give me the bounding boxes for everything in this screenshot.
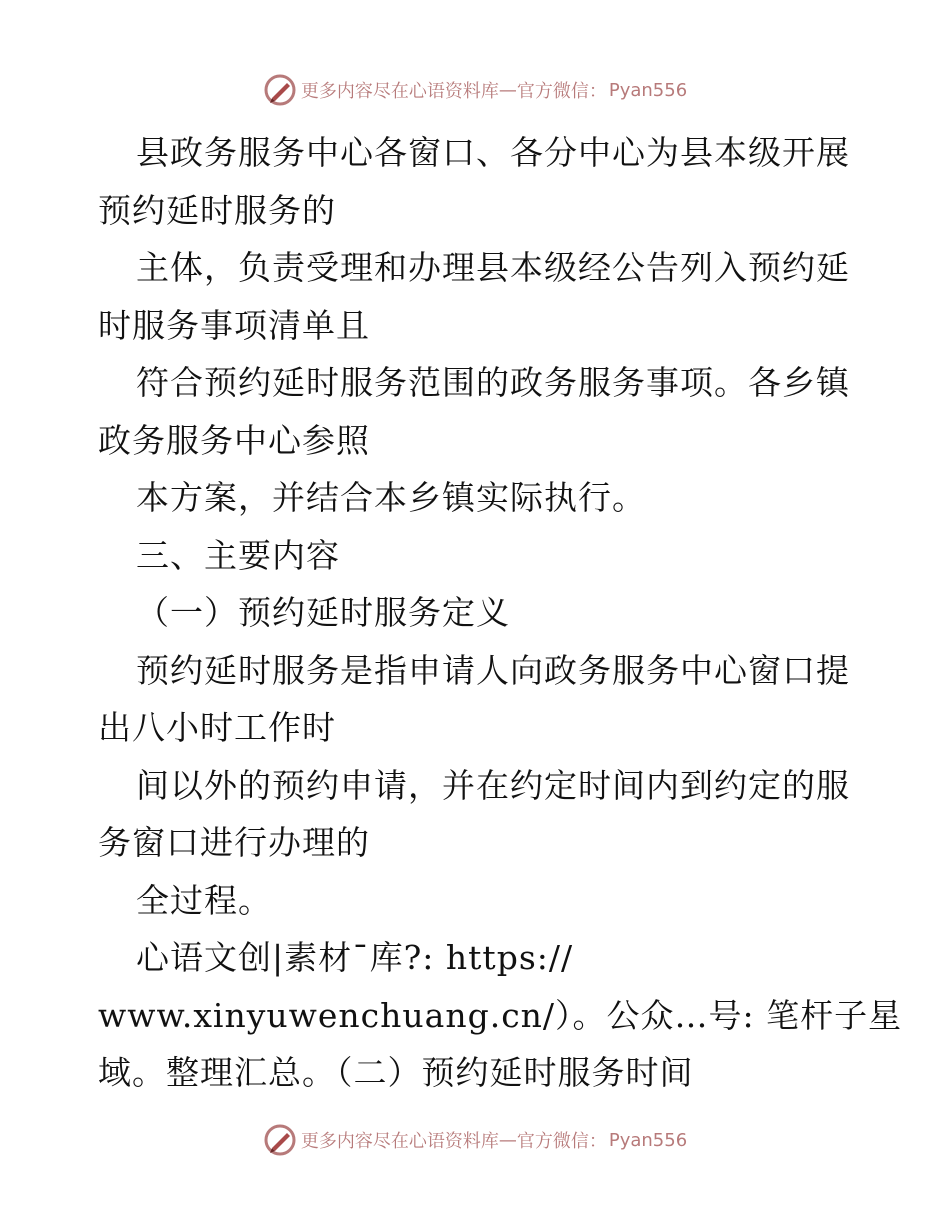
text-line: 务窗口进行办理的 bbox=[98, 823, 370, 862]
watermark-banner-bottom bbox=[0, 1120, 950, 1160]
banner-wechat-id: Pyan556 bbox=[608, 79, 688, 101]
text-line: 县政务服务中心各窗口、各分中心为县本级开展 bbox=[136, 133, 850, 172]
watermark-banner-top bbox=[0, 70, 950, 110]
text-line: 预约延时服务的 bbox=[98, 190, 336, 230]
subsection-heading: （一）预约延时服务定义 bbox=[136, 593, 510, 632]
pen-logo-icon bbox=[263, 1123, 297, 1157]
text-line: 出八小时工作时 bbox=[98, 708, 336, 747]
section-heading: 三、主要内容 bbox=[136, 535, 340, 575]
banner-dash: — bbox=[498, 1129, 517, 1151]
source-note-line: 心语文创|素材¯库?: https:// bbox=[136, 938, 574, 977]
pen-logo-icon bbox=[263, 73, 297, 107]
banner-wechat-label: 官方微信： bbox=[516, 1131, 607, 1152]
banner-wechat-id: Pyan556 bbox=[608, 1129, 688, 1151]
text-line: 符合预约延时服务范围的政务服务事项。各乡镇 bbox=[136, 363, 850, 402]
text-line: 主体，负责受理和办理县本级经公告列入预约延 bbox=[136, 248, 850, 287]
text-line: 本方案，并结合本乡镇实际执行。 bbox=[136, 478, 646, 517]
banner-text: 更多内容尽在心语资料库 bbox=[300, 1131, 499, 1152]
banner-text: 更多内容尽在心语资料库 bbox=[300, 81, 499, 102]
url-line: www.xinyuwenchuang.cn/）。公众…号: 笔杆子星 bbox=[98, 995, 903, 1035]
text-line: 时服务事项清单且 bbox=[98, 305, 370, 345]
banner-dash: — bbox=[498, 79, 517, 101]
text-line: 政务服务中心参照 bbox=[98, 420, 370, 460]
text-line: 间以外的预约申请，并在约定时间内到约定的服 bbox=[136, 765, 850, 805]
text-line: 全过程。 bbox=[136, 880, 272, 920]
text-line: 预约延时服务是指申请人向政务服务中心窗口提 bbox=[136, 650, 850, 690]
text-line: 域。整理汇总。（二）预约延时服务时间 bbox=[98, 1053, 694, 1092]
document-body bbox=[98, 124, 903, 1102]
banner-wechat-label: 官方微信： bbox=[516, 81, 607, 102]
